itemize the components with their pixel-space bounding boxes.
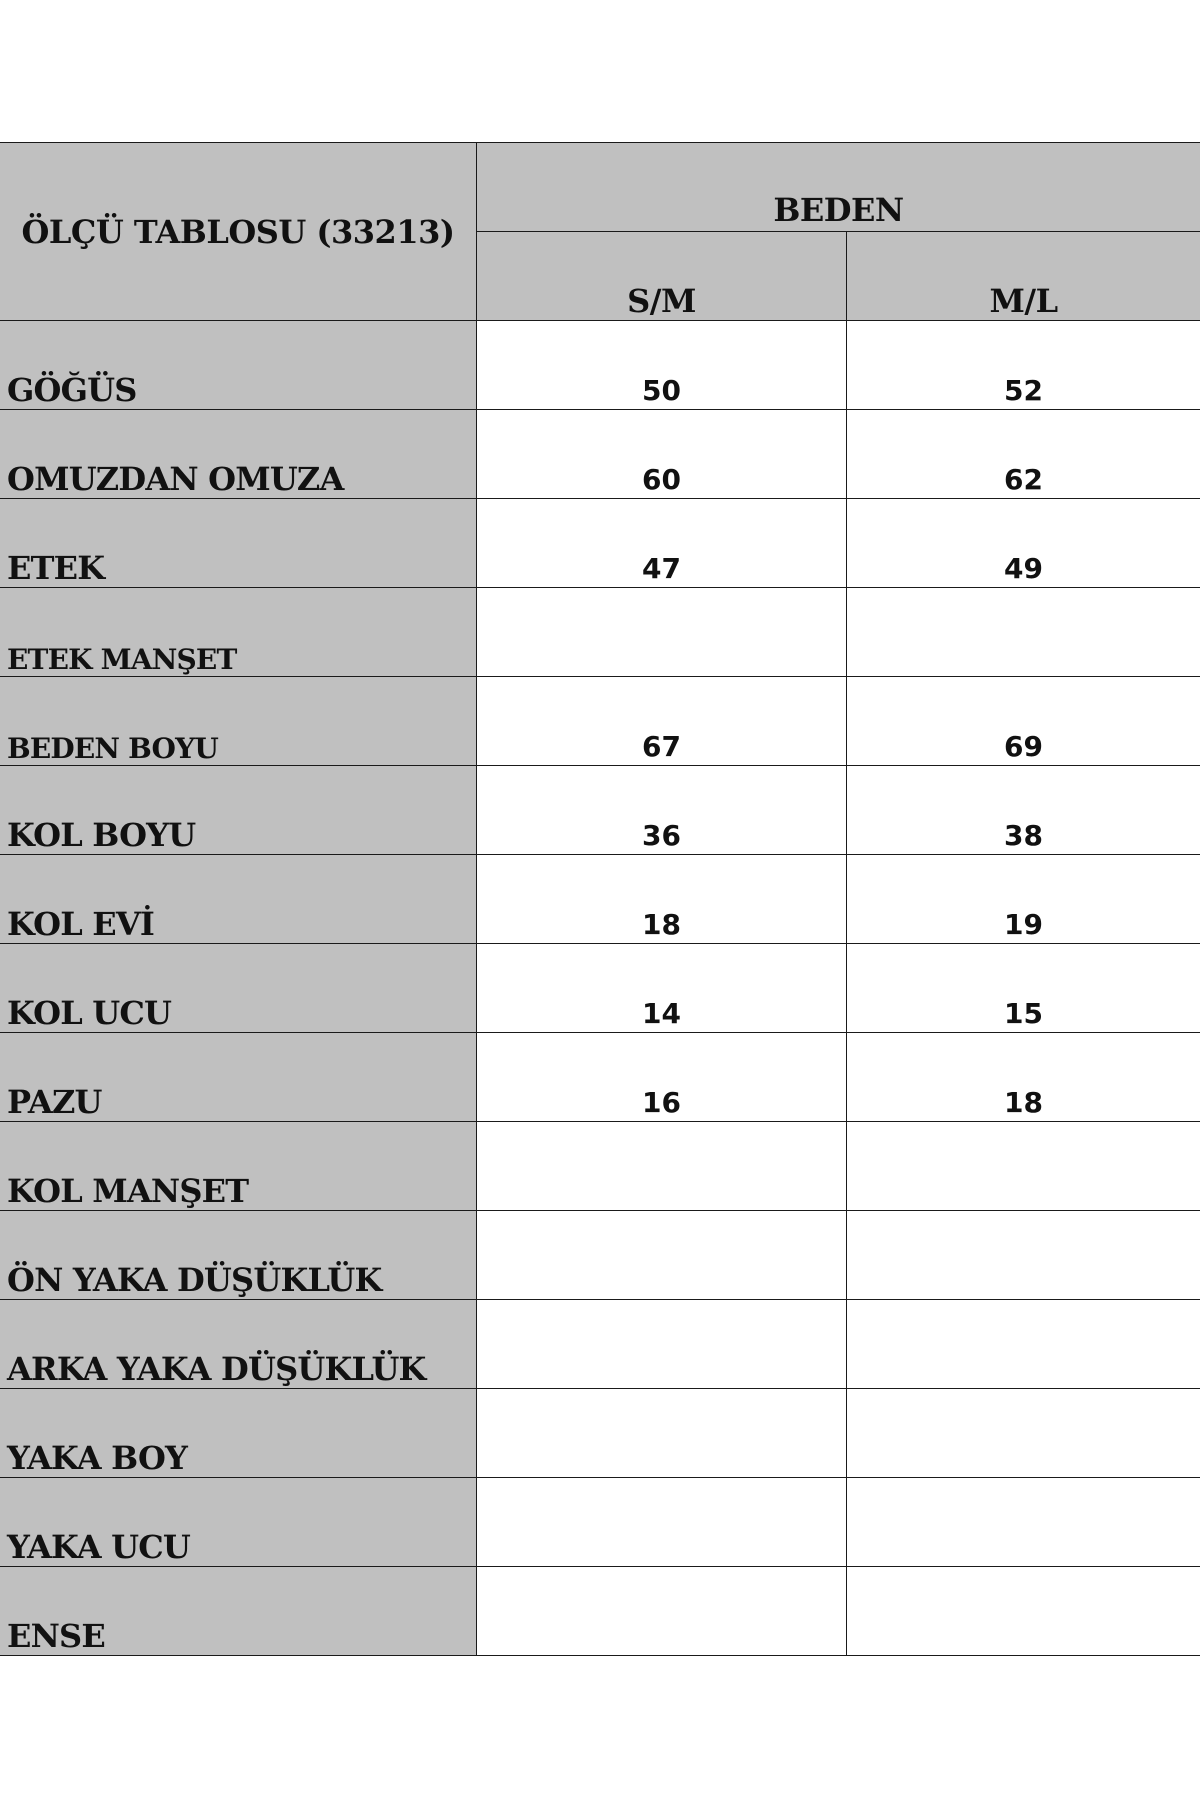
measurement-value-m-l: 15 <box>847 944 1200 1033</box>
measurement-value-m-l <box>847 1389 1200 1478</box>
measurement-value-s-m <box>477 1478 847 1567</box>
measurement-label: PAZU <box>0 1033 477 1122</box>
measurement-value-m-l <box>847 1478 1200 1567</box>
measurement-value-s-m: 50 <box>477 321 847 410</box>
table-row <box>0 1211 1200 1300</box>
header-row-group <box>0 143 1200 232</box>
measurement-value-m-l: 62 <box>847 410 1200 499</box>
measurement-value-m-l <box>847 1122 1200 1211</box>
measurement-value-s-m <box>477 1211 847 1300</box>
measurement-label: KOL BOYU <box>0 766 477 855</box>
table-row <box>0 855 1200 944</box>
measurement-value-s-m: 47 <box>477 499 847 588</box>
table-row <box>0 499 1200 588</box>
measurement-value-m-l: 38 <box>847 766 1200 855</box>
table-row <box>0 1389 1200 1478</box>
size-chart-table <box>0 142 1200 1656</box>
measurement-label: ARKA YAKA DÜŞÜKLÜK <box>0 1300 477 1389</box>
table-row <box>0 1478 1200 1567</box>
measurement-label: YAKA BOY <box>0 1389 477 1478</box>
measurement-value-m-l <box>847 1211 1200 1300</box>
measurement-value-m-l: 18 <box>847 1033 1200 1122</box>
measurement-label: OMUZDAN OMUZA <box>0 410 477 499</box>
table-row <box>0 1567 1200 1656</box>
measurement-value-s-m: 16 <box>477 1033 847 1122</box>
measurement-label: YAKA UCU <box>0 1478 477 1567</box>
table-row <box>0 1300 1200 1389</box>
size-header-s-m: S/M <box>477 232 847 321</box>
measurement-label: ETEK <box>0 499 477 588</box>
measurement-value-s-m: 18 <box>477 855 847 944</box>
measurement-value-m-l: 19 <box>847 855 1200 944</box>
measurement-label: KOL EVİ <box>0 855 477 944</box>
measurement-value-s-m: 67 <box>477 677 847 766</box>
table-row <box>0 766 1200 855</box>
size-group-header: BEDEN <box>477 143 1200 232</box>
measurement-value-s-m <box>477 1122 847 1211</box>
measurement-value-m-l <box>847 588 1200 677</box>
size-header-m-l: M/L <box>847 232 1200 321</box>
measurement-value-s-m <box>477 1567 847 1656</box>
table-title: ÖLÇÜ TABLOSU (33213) <box>0 143 477 321</box>
measurement-label: ENSE <box>0 1567 477 1656</box>
table-row <box>0 677 1200 766</box>
measurement-label: KOL UCU <box>0 944 477 1033</box>
measurement-value-m-l <box>847 1567 1200 1656</box>
measurement-label: ETEK MANŞET <box>0 588 477 677</box>
table-row <box>0 944 1200 1033</box>
measurement-label: KOL MANŞET <box>0 1122 477 1211</box>
measurement-label: BEDEN BOYU <box>0 677 477 766</box>
table-row <box>0 1033 1200 1122</box>
measurement-label: GÖĞÜS <box>0 321 477 410</box>
table-row <box>0 588 1200 677</box>
measurement-label: ÖN YAKA DÜŞÜKLÜK <box>0 1211 477 1300</box>
measurement-value-m-l: 69 <box>847 677 1200 766</box>
measurement-value-s-m: 60 <box>477 410 847 499</box>
measurement-value-m-l: 49 <box>847 499 1200 588</box>
measurement-value-m-l: 52 <box>847 321 1200 410</box>
measurement-value-s-m: 14 <box>477 944 847 1033</box>
table-row <box>0 321 1200 410</box>
measurement-value-s-m: 36 <box>477 766 847 855</box>
table-row <box>0 410 1200 499</box>
measurement-value-s-m <box>477 588 847 677</box>
measurement-value-m-l <box>847 1300 1200 1389</box>
table-row <box>0 1122 1200 1211</box>
size-chart-body <box>0 143 1200 1656</box>
measurement-value-s-m <box>477 1389 847 1478</box>
measurement-value-s-m <box>477 1300 847 1389</box>
